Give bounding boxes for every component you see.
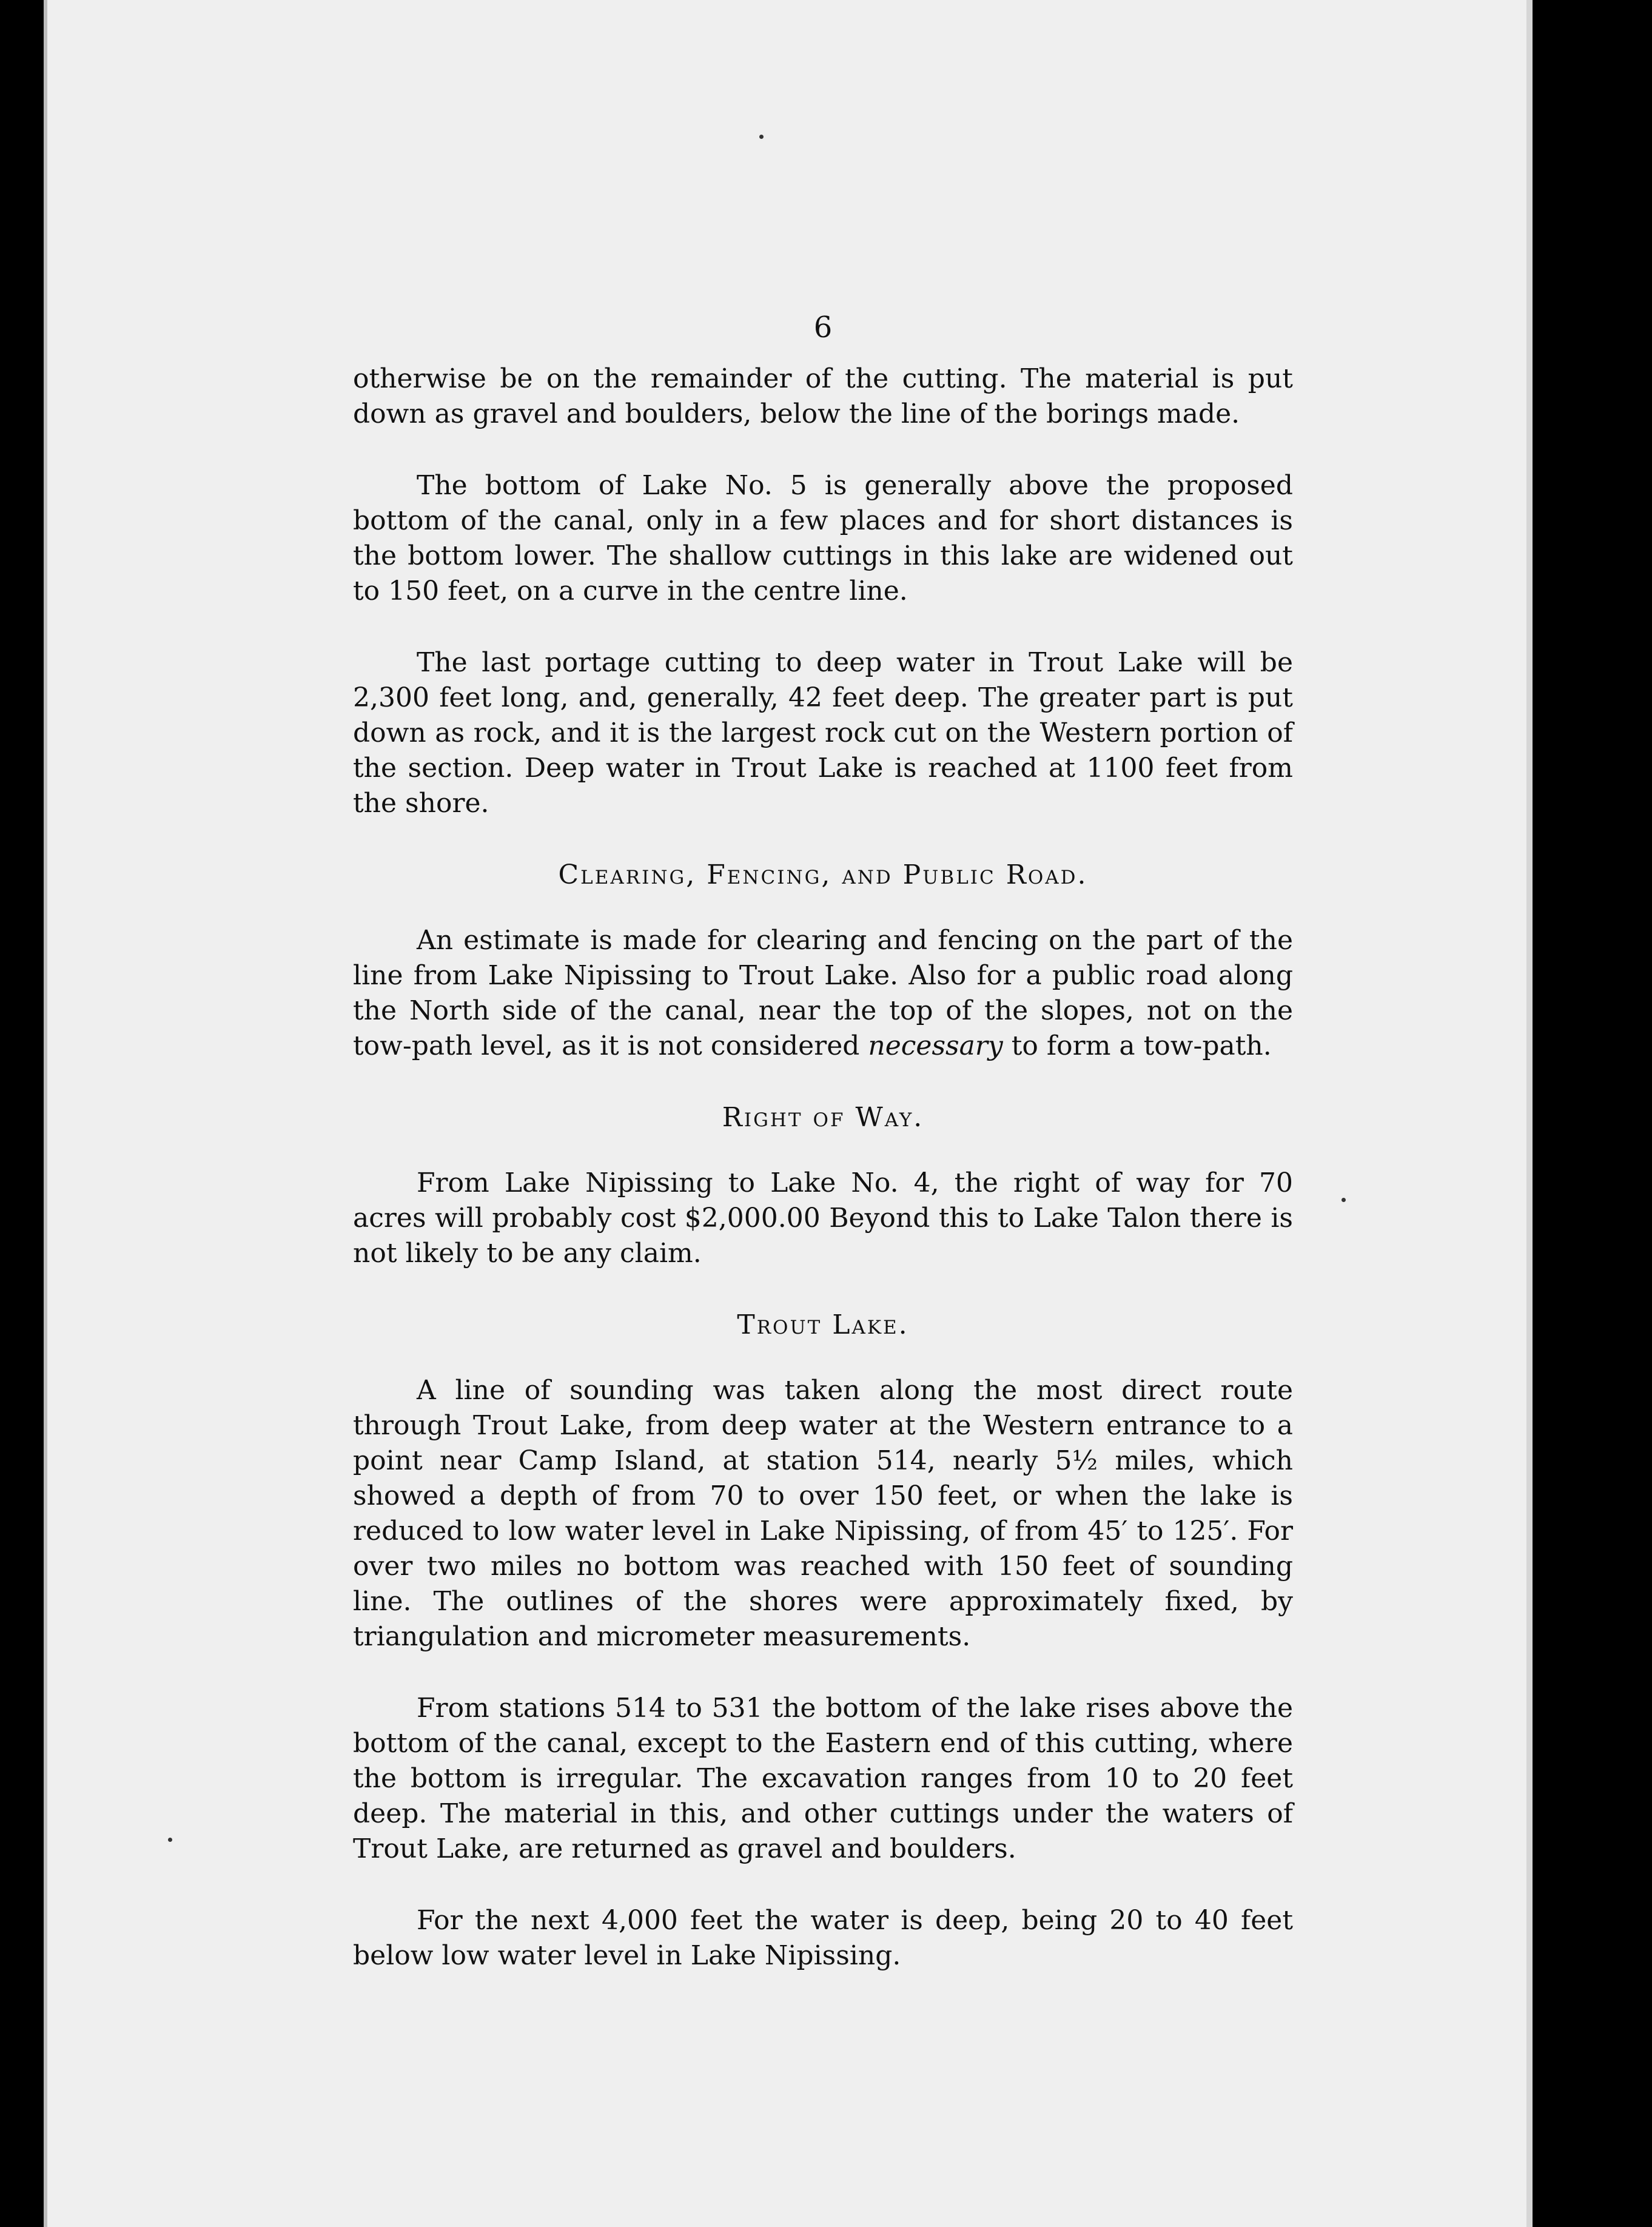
clearing-text-end: to form a tow-path. [1002,1030,1272,1061]
paragraph-clearing-fencing [353,923,1293,1064]
page-number: 6 [813,311,833,344]
page-body [353,309,1293,2010]
page-right-edge [1526,0,1533,2227]
heading-right-of-way: Right of Way. [722,1102,924,1133]
page-spine-edge [44,0,47,2227]
scan-speck [759,135,764,139]
paragraph-sounding-line: A line of sounding was taken along the most direct route through Trout Lake, from deep water at the Western entrance to a point near Camp Island, at station 514, nearly 5½ miles, which showed a depth of from 70 to over 150 feet, or when the lake is reduced to low water level in Lake Nipissing, of from 45′ to 125′. For over two miles no bottom was reached with 150 feet of sounding line. The outlines of the shores were approximately fixed, by triangulation and micrometer measurements. [353,1375,1293,1652]
scanned-page [44,0,1533,2227]
paragraph-next-4000-feet: For the next 4,000 feet the water is deep, being 20 to 40 feet below low water level in Lake Nipissing. [353,1905,1293,1971]
clearing-text-start: An estimate is made for clearing and fencing on the part of the line from Lake Nipissing to Trout Lake. Also for a public road along the North side of the canal, near the top of the slopes, not on the tow-path level, as it is not considered [353,925,1293,1061]
paragraph-right-of-way: From Lake Nipissing to Lake No. 4, the right of way for 70 acres will probably cost $2,000.00 Beyond this to Lake Talon there is not likely to be any claim. [353,1167,1293,1269]
italic-necessary: necessary [868,1030,1003,1061]
paragraph-stations-514-531: From stations 514 to 531 the bottom of the lake rises above the bottom of the canal, except to the Eastern end of this cutting, where the bottom is irregular. The excavation ranges from 10 to 20 feet deep. The material in this, and other cuttings under the waters of Trout Lake, are returned as gravel and boulders. [353,1693,1293,1864]
scan-speck [1341,1198,1346,1202]
paragraph-lake-no-5: The bottom of Lake No. 5 is generally above the proposed bottom of the canal, only in a few places and for short distances is the bottom lower. The shallow cuttings in this lake are widened out to 150 feet, on a curve in the centre line. [353,470,1293,606]
heading-trout-lake: Trout Lake. [737,1309,909,1340]
scan-speck [168,1838,172,1842]
heading-clearing-fencing: Clearing, Fencing, and Public Road. [558,859,1088,890]
paragraph-portage-cutting: The last portage cutting to deep water in Trout Lake will be 2,300 feet long, and, generally, 42 feet deep. The greater part is put down as rock, and it is the largest rock cut on the Western portion of the section. Deep water in Trout Lake is reached at 1100 feet from the shore. [353,647,1293,819]
paragraph-continuation: otherwise be on the remainder of the cutting. The material is put down as gravel and boulders, below the line of the borings made. [353,363,1293,429]
